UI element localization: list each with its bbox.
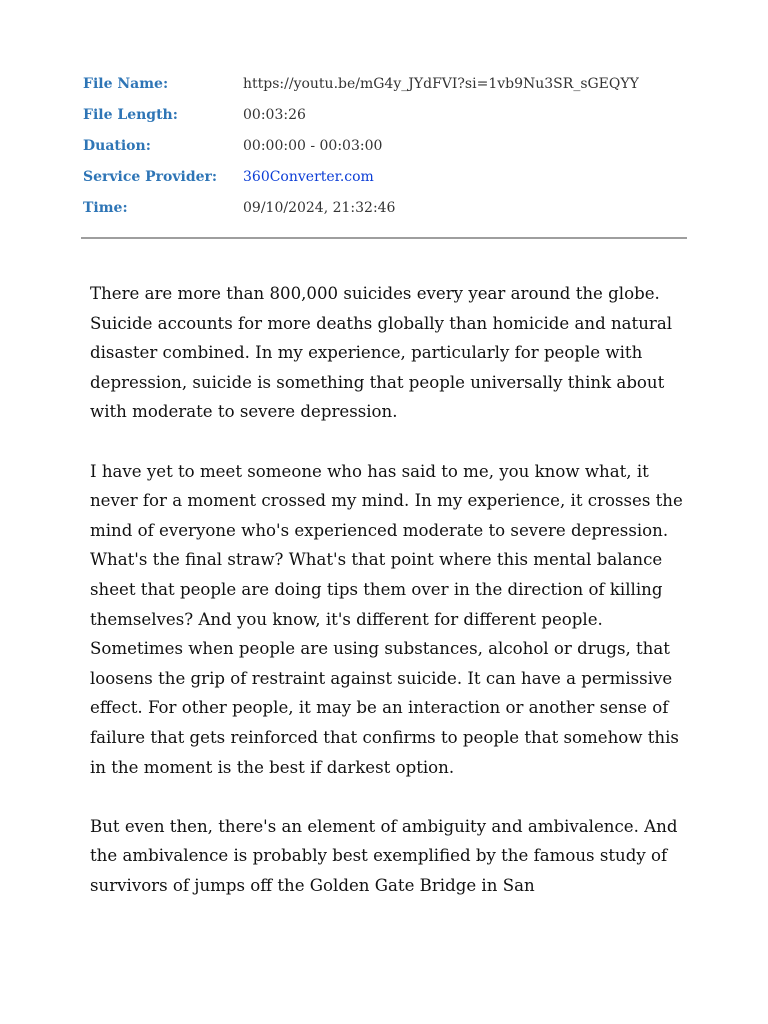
duration-label: Duation: (83, 138, 151, 154)
metadata-row-duration (81, 138, 687, 169)
transcript-body (90, 279, 690, 930)
time-label: Time: (83, 200, 128, 216)
time-value: 09/10/2024, 21:32:46 (243, 200, 396, 216)
transcript-paragraph: But even then, there's an element of ambiguity and ambivalence. And the ambivalence is probably best exemplified by the famous study of survivors of jumps off the Golden Gate Bridge in San (90, 816, 678, 895)
file-name-value: https://youtu.be/mG4y_JYdFVI?si=1vb9Nu3SR_sGEQYY (243, 76, 639, 92)
metadata-row-file-length (81, 107, 687, 138)
metadata-row-service-provider (81, 169, 687, 200)
file-length-value: 00:03:26 (243, 107, 306, 123)
file-name-label: File Name: (83, 76, 169, 92)
transcript-paragraph: There are more than 800,000 suicides every year around the globe. Suicide accounts for more deaths globally than homicide and natural disaster combined. In my experience, particularly for people with depression, suicide is something that people universally think about with moderate to severe depression. (90, 284, 673, 422)
service-provider-link[interactable]: 360Converter.com (243, 169, 374, 185)
duration-value: 00:00:00 - 00:03:00 (243, 138, 383, 154)
metadata-table (81, 76, 687, 239)
service-provider-label: Service Provider: (83, 169, 218, 185)
file-length-label: File Length: (83, 107, 178, 123)
metadata-row-file-name (81, 76, 687, 107)
transcript-paragraph: I have yet to meet someone who has said to me, you know what, it never for a moment crossed my mind. In my experience, it crosses the mind of everyone who's experienced moderate to severe depression. What's the final straw? What's that point where this mental balance sheet that people are doing tips them over in the direction of killing themselves? And you know, it's different for different people. Sometimes when people are using substances, alcohol or drugs, that loosens the grip of restraint against suicide. It can have a permissive effect. For other people, it may be an interaction or another sense of failure that gets reinforced that confirms to people that somehow this in the moment is the best if darkest option. (90, 461, 683, 777)
metadata-row-time (81, 200, 687, 231)
